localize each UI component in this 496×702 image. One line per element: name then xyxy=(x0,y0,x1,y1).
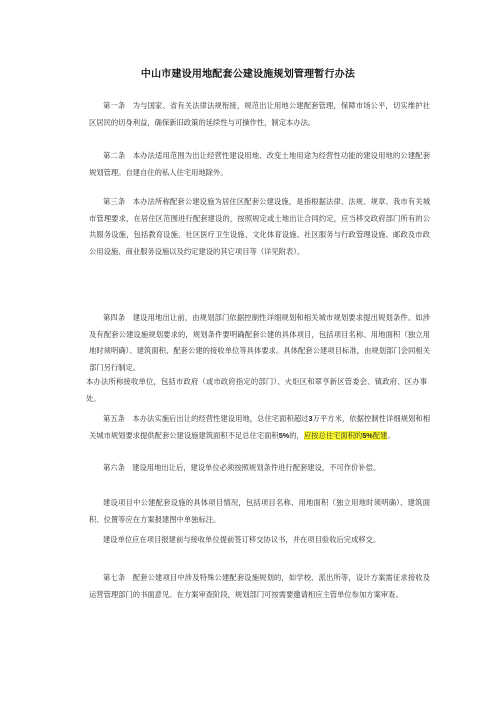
article-5-highlight-2: 按总住宅面积的 xyxy=(311,430,363,440)
article-5-text-c: 的， xyxy=(289,430,304,440)
article-6-project-details: 建设项目中公建配套设施的具体项目情况，包括项目名称、用地面积（独立用地时须明确）、建筑面积、位置等应在方案报建图中单独标注。 xyxy=(89,498,430,524)
article-4: 第四条 建设用地出让前，由规划部门依据控制性详细规划和相关城市规划要求提出规划条件。如涉及有配套公建设施规划要求的，规划条件要明确配套公建的具体项目，包括项目名称、用地面积（独立用地时须明确）、建筑面积、配套公建的接收单位等具体要求。具体配套公建项目标准，由规划部门会同相关部门另行制定。 xyxy=(89,313,430,372)
article-5-text-b: 万平方米，依据控制性详细规划和相关城市规划要求提供配套公建设施建筑面积不足总住宅面积 xyxy=(89,414,431,440)
article-5-highlight-4: 配建 xyxy=(372,430,388,440)
document-title: 中山市建设用地配套公建设施规划管理暂行办法 xyxy=(140,69,356,80)
article-5 xyxy=(89,411,430,444)
article-5-highlight-percent: 5% xyxy=(362,430,373,440)
article-7: 第七条 配套公建项目中涉及特殊公建配套设施规划的，如学校、派出所等，设计方案需征求接收及运营管理部门的书面意见。在方案审查阶段，规划部门可按需要邀请相应主管单位参加方案审查。 xyxy=(89,573,430,599)
article-5-percent: 5% xyxy=(278,430,290,440)
article-5-highlight-1: 应 xyxy=(303,430,312,440)
article-6: 第六条 建设用地出让后，建设单位必须按照规划条件进行配套建设，不可作价补偿。 xyxy=(103,463,381,472)
article-2: 第二条 本办法适用范围为出让经营性建设用地、改变土地用途为经营性功能的建设用地的公建配套规划管理。自建自住的私人住宅用地除外。 xyxy=(89,151,430,177)
article-5-area-number: 3 xyxy=(308,414,313,423)
article-4-receiver: 本办法所称接收单位，包括市政府（或市政府指定的部门）、火炬区和翠亨新区管委会、镇政府、区办事处。 xyxy=(86,377,427,403)
article-5-text-d: 。 xyxy=(387,430,395,440)
article-6-handover: 建设单位应在项目报建前与接收单位提前签订移交协议书，并在项目验收后完成移交。 xyxy=(103,535,381,544)
article-5-text-a: 第五条 本办法实施后出让的经营性建设用地，总住宅面积超过 xyxy=(103,414,309,423)
article-1: 第一条 为与国家、省有关法律法规衔接，规范出让用地公建配套管理，保障市场公平，切实维护社区居民的切身利益，确保新旧政策的延续性与可操作性，制定本办法。 xyxy=(89,101,430,127)
article-3: 第三条 本办法所称配套公建设施为居住区配套公建设施，是指根据法律、法规、规章、我市有关城市管理要求，在居住区范围进行配套建设的，按照规定或土地出让合同约定，应当移交政府部门所有的公共服务设施，包括教育设施、社区医疗卫生设施、文化体育设施、社区服务与行政管理设施、邮政及市政公用设施、商业服务设施以及约定建设的其它项目等（详见附表）。 xyxy=(89,197,430,256)
